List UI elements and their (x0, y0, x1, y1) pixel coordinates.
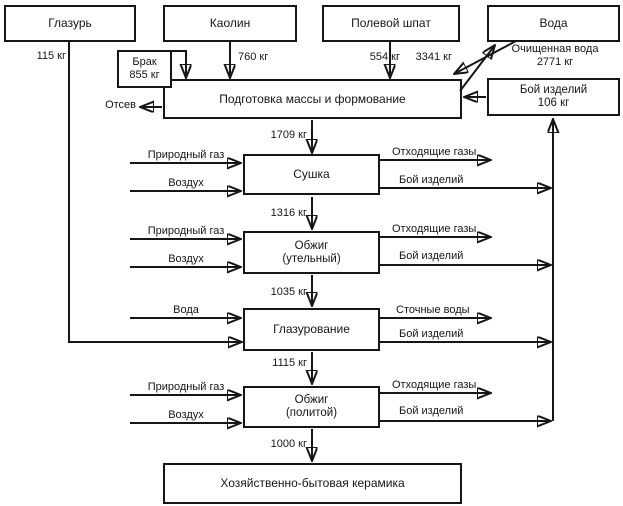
flow-to-product-amount: 1000 кг (270, 438, 307, 450)
defect-feed-line (171, 51, 186, 78)
feldspar-amount-label: 554 кг (369, 51, 400, 63)
product-box-label: Хозяйственно-бытовая керамика (220, 476, 405, 490)
drying-box-label: Сушка (293, 167, 330, 181)
flow-to-bisque-amount: 1316 кг (270, 207, 307, 219)
glost-firing-sublabel: (политой) (285, 407, 338, 419)
feldspar-box-label: Полевой шпат (351, 16, 431, 30)
preparation-box-label: Подготовка массы и формование (219, 91, 406, 106)
water-label-glazing: Вода (173, 304, 199, 316)
flow-to-drying-amount: 1709 кг (270, 129, 307, 141)
bisque-firing-label: Обжиг (294, 239, 329, 252)
air-label-bisque: Воздух (168, 253, 204, 265)
purified-water-line1: Очищенная вода (511, 43, 599, 55)
natural-gas-label-glost: Природный газ (147, 381, 225, 393)
glaze-amount-label: 115 кг (36, 50, 66, 62)
flow-to-glost-amount: 1115 кг (272, 357, 307, 369)
broken-products-label-glazing: Бой изделий (399, 328, 464, 340)
purified-water-line2: 2771 кг (536, 56, 574, 68)
natural-gas-label-bisque: Природный газ (147, 225, 225, 237)
broken-return-label: Бой изделий (519, 84, 588, 96)
glazing-box-label: Глазурование (273, 322, 350, 336)
broken-products-label-drying: Бой изделий (399, 174, 464, 186)
broken-products-label-bisque: Бой изделий (399, 250, 464, 262)
screening-label: Отсев (105, 99, 136, 111)
natural-gas-label-drying: Природный газ (147, 149, 225, 161)
broken-return-amount: 106 кг (537, 97, 570, 109)
exhaust-gases-label-drying: Отходящие газы (392, 146, 477, 158)
defect-box-label: Брак (132, 56, 157, 68)
exhaust-gases-label-glost: Отходящие газы (392, 379, 477, 391)
kaolin-amount-label: 760 кг (238, 51, 269, 63)
flow-to-glazing-amount: 1035 кг (270, 286, 307, 298)
water-box-label: Вода (539, 16, 568, 30)
defect-box (117, 50, 172, 88)
wastewater-label-glazing: Сточные воды (396, 304, 470, 316)
glazing-box (243, 308, 380, 351)
exhaust-gases-label-bisque: Отходящие газы (392, 223, 477, 235)
bisque-firing-sublabel: (утельный) (282, 252, 341, 265)
glost-firing-box (243, 386, 380, 428)
water-amount-label: 3341 кг (415, 51, 452, 63)
preparation-forming-box (163, 79, 462, 119)
bisque-firing-box (243, 231, 380, 274)
drying-box (243, 154, 380, 195)
water-box (487, 5, 620, 42)
air-label-drying: Воздух (168, 177, 204, 189)
defect-box-amount: 855 кг (129, 69, 160, 81)
feldspar-box (322, 5, 460, 42)
air-label-glost: Воздух (168, 409, 204, 421)
glaze-box (4, 5, 136, 42)
purified-water-label (494, 43, 616, 69)
product-box (163, 463, 462, 504)
kaolin-box-label: Каолин (209, 16, 251, 30)
broken-products-label-glost: Бой изделий (399, 405, 464, 417)
broken-products-return-box (487, 78, 620, 116)
glaze-box-label: Глазурь (48, 16, 92, 30)
kaolin-box (163, 5, 297, 42)
glost-firing-label: Обжиг (294, 394, 329, 406)
